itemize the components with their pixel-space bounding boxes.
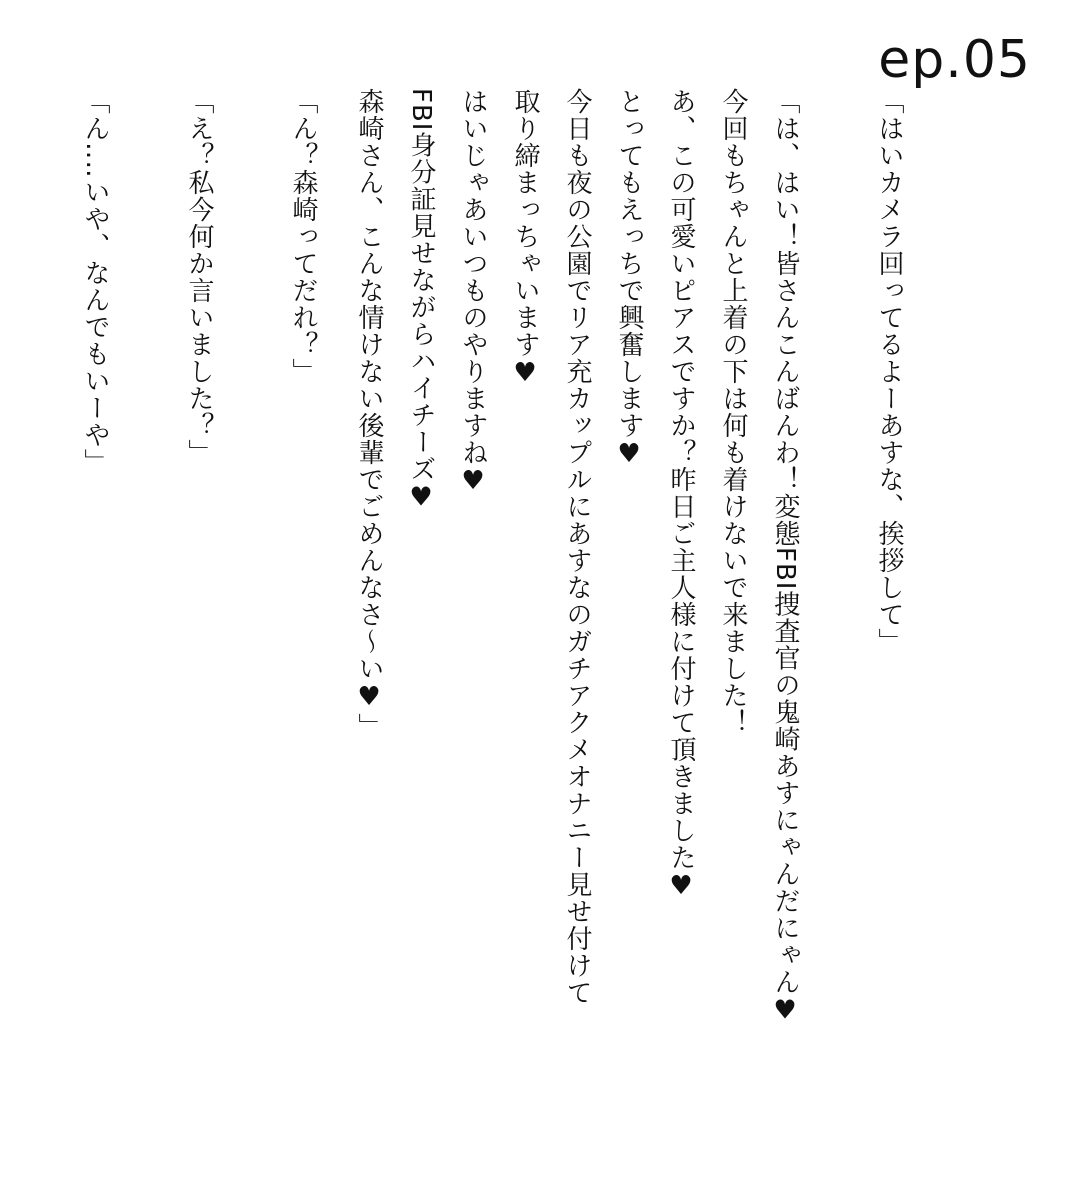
episode-title: ep.05 [878,30,1031,90]
dialogue-text-block [69,88,915,1118]
dialogue-line-park: 今日も夜の公園でリア充カップルにあすなのガチアクメオナニー見せ付けて [562,88,592,1006]
dialogue-line-nevermind: 「ん‥‥いや、なんでもいーや」 [80,88,110,476]
dialogue-line-crackdown: 取り締まっちゃいます♥ [510,88,540,389]
dialogue-line-usual: はいじゃあいつものやりますね♥ [458,88,488,497]
dialogue-line-greeting: 「は、はい！皆さんこんばんわ！変態FBI捜査官の鬼崎あすにゃんだにゃん♥ [770,88,800,1027]
dialogue-line-did-i-say-something: 「え？私今何か言いました？」 [184,88,214,466]
dialogue-line-excited: とってもえっちで興奮します♥ [614,88,644,470]
dialogue-line-who-is-morisaki: 「ん？森崎ってだれ？」 [288,88,318,385]
dialogue-line-fbi-id: FBI身分証見せながらハイチーズ♥ [406,88,436,514]
dialogue-line-outfit: 今回もちゃんと上着の下は何も着けないで来ました！ [718,88,748,736]
dialogue-line-camera-intro: 「はいカメラ回ってるよーあすな、挨拶して」 [874,88,904,655]
dialogue-line-piercing: あ、この可愛いピアスですか？昨日ご主人様に付けて頂きました♥ [666,88,696,902]
dialogue-line-apology: 森崎さん、こんな情けない後輩でごめんなさ～い♥」 [354,88,384,740]
